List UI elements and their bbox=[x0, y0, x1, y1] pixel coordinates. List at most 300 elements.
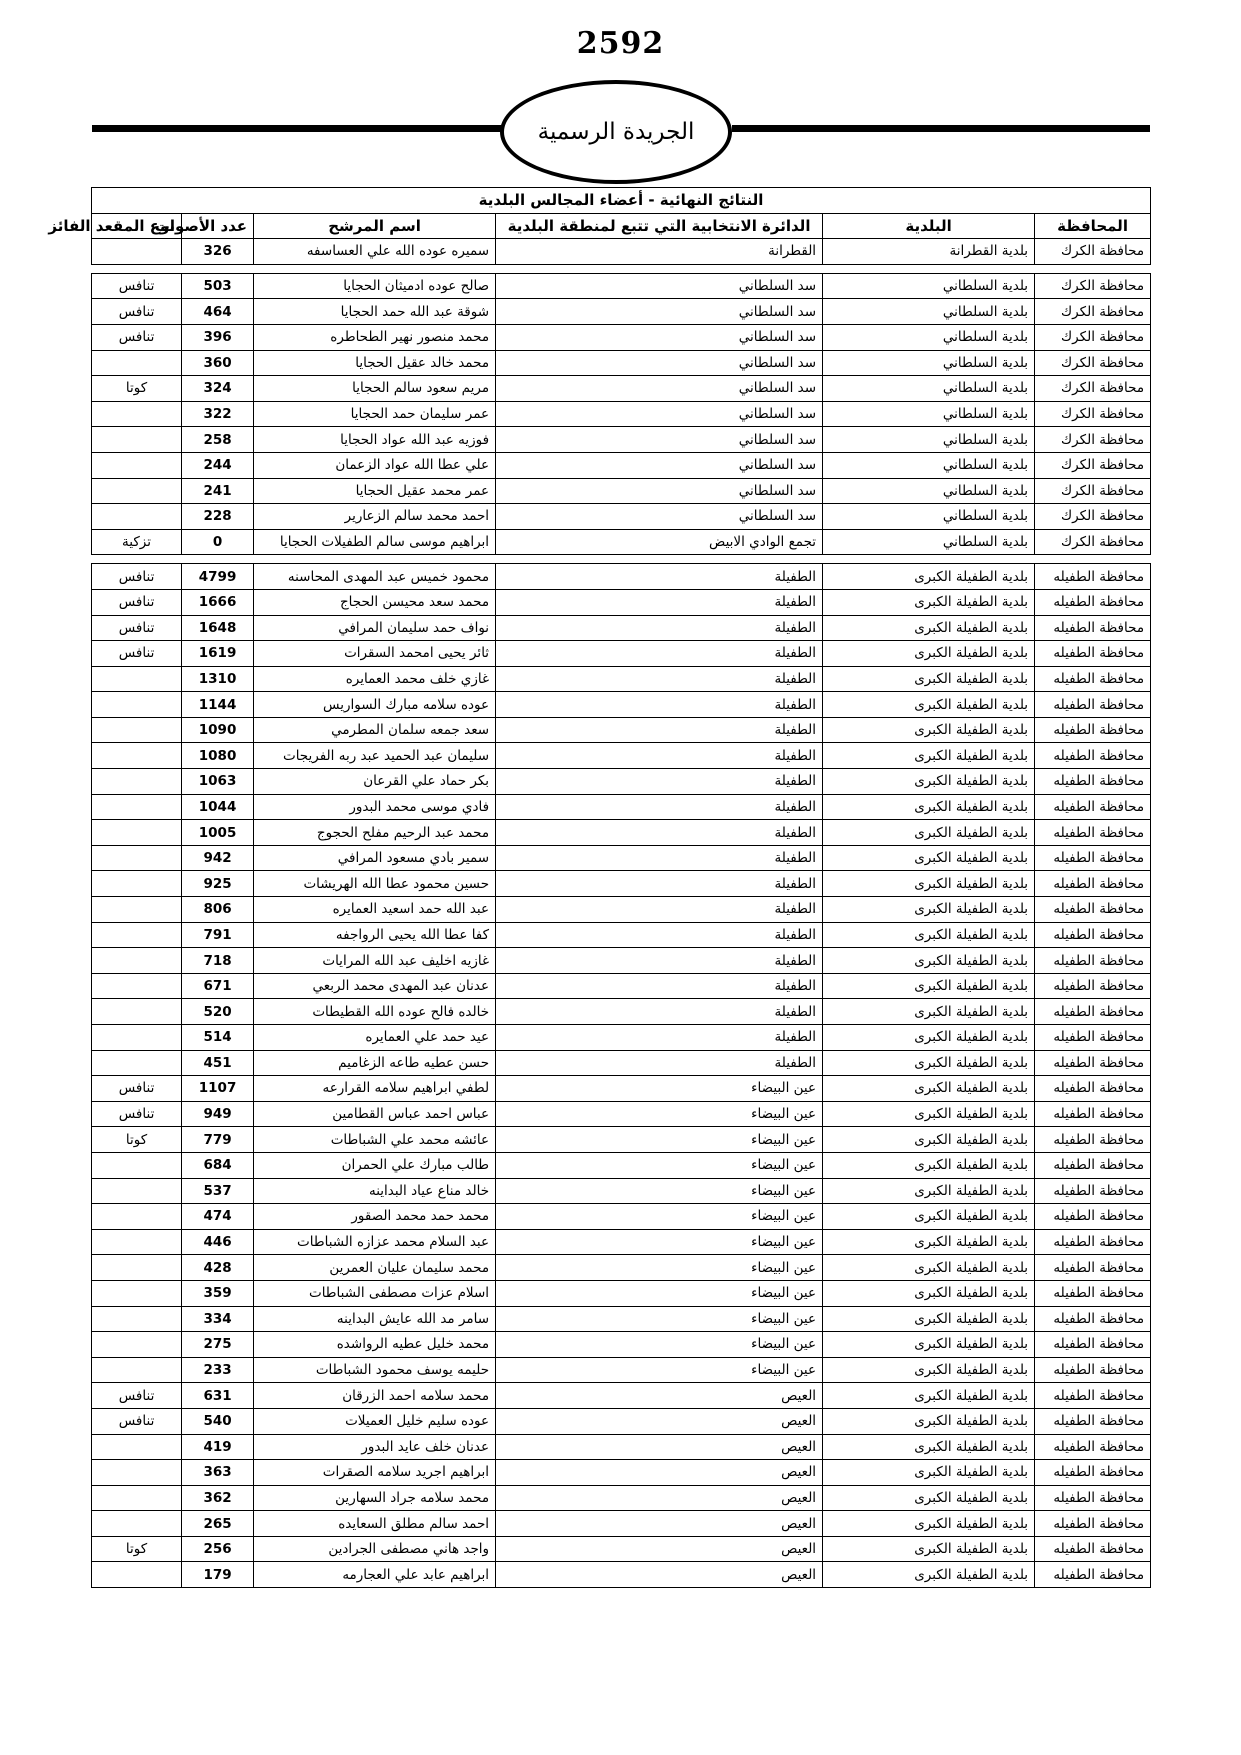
municipality-cell: بلدية الطفيلة الكبرى bbox=[823, 1025, 1035, 1051]
district-cell: العيص bbox=[496, 1408, 823, 1434]
table-row bbox=[92, 1357, 1151, 1383]
page-number: 2592 bbox=[576, 26, 665, 61]
candidate-name-cell: علي عطا الله عواد الزعمان bbox=[254, 452, 496, 478]
group-separator bbox=[92, 555, 1151, 564]
table-row bbox=[92, 1178, 1151, 1204]
votes-cell: 949 bbox=[182, 1101, 254, 1127]
votes-cell: 1144 bbox=[182, 692, 254, 718]
governorate-cell: محافظة الطفيله bbox=[1035, 1280, 1151, 1306]
votes-cell: 4799 bbox=[182, 564, 254, 590]
table-row bbox=[92, 897, 1151, 923]
seat-type-cell bbox=[92, 1511, 182, 1537]
table-row bbox=[92, 273, 1151, 299]
candidate-name-cell: عمر محمد عقيل الحجايا bbox=[254, 478, 496, 504]
governorate-cell: محافظة الطفيله bbox=[1035, 1434, 1151, 1460]
header-municipality: البلدية bbox=[823, 213, 1035, 239]
governorate-cell: محافظة الطفيله bbox=[1035, 1204, 1151, 1230]
candidate-name-cell: محمد سلامه جراد السهارين bbox=[254, 1485, 496, 1511]
seat-type-cell: تنافس bbox=[92, 273, 182, 299]
municipality-cell: بلدية السلطاني bbox=[823, 299, 1035, 325]
district-cell: سد السلطاني bbox=[496, 401, 823, 427]
municipality-cell: بلدية الطفيلة الكبرى bbox=[823, 820, 1035, 846]
votes-cell: 942 bbox=[182, 845, 254, 871]
candidate-name-cell: حسين محمود عطا الله الهريشات bbox=[254, 871, 496, 897]
table-row bbox=[92, 1536, 1151, 1562]
table-row bbox=[92, 1127, 1151, 1153]
table-row bbox=[92, 1101, 1151, 1127]
table-row bbox=[92, 1204, 1151, 1230]
seat-type-cell bbox=[92, 239, 182, 265]
votes-cell: 334 bbox=[182, 1306, 254, 1332]
district-cell: تجمع الوادي الابيض bbox=[496, 529, 823, 555]
governorate-cell: محافظة الطفيله bbox=[1035, 820, 1151, 846]
municipality-cell: بلدية الطفيلة الكبرى bbox=[823, 692, 1035, 718]
governorate-cell: محافظة الطفيله bbox=[1035, 564, 1151, 590]
district-cell: العيص bbox=[496, 1562, 823, 1588]
table-row bbox=[92, 350, 1151, 376]
candidate-name-cell: محمد حمد محمد الصقور bbox=[254, 1204, 496, 1230]
candidate-name-cell: طالب مبارك علي الحمران bbox=[254, 1152, 496, 1178]
votes-cell: 275 bbox=[182, 1332, 254, 1358]
candidate-name-cell: عبد الله حمد اسعيد العمايره bbox=[254, 897, 496, 923]
seat-type-cell: كوتا bbox=[92, 1127, 182, 1153]
governorate-cell: محافظة الطفيله bbox=[1035, 1562, 1151, 1588]
candidate-name-cell: خالد مناع عياد البداينه bbox=[254, 1178, 496, 1204]
candidate-name-cell: احمد سالم مطلق السعايده bbox=[254, 1511, 496, 1537]
candidate-name-cell: شوقة عبد الله حمد الحجايا bbox=[254, 299, 496, 325]
votes-cell: 256 bbox=[182, 1536, 254, 1562]
district-cell: الطفيلة bbox=[496, 666, 823, 692]
municipality-cell: بلدية الطفيلة الكبرى bbox=[823, 666, 1035, 692]
votes-cell: 0 bbox=[182, 529, 254, 555]
table-row bbox=[92, 1511, 1151, 1537]
table-row bbox=[92, 743, 1151, 769]
municipality-cell: بلدية السلطاني bbox=[823, 504, 1035, 530]
table-row bbox=[92, 1229, 1151, 1255]
municipality-cell: بلدية القطرانة bbox=[823, 239, 1035, 265]
table-row bbox=[92, 1434, 1151, 1460]
municipality-cell: بلدية الطفيلة الكبرى bbox=[823, 769, 1035, 795]
governorate-cell: محافظة الطفيله bbox=[1035, 1178, 1151, 1204]
seat-type-cell bbox=[92, 1485, 182, 1511]
seat-type-cell bbox=[92, 478, 182, 504]
candidate-name-cell: فادي موسى محمد البدور bbox=[254, 794, 496, 820]
municipality-cell: بلدية الطفيلة الكبرى bbox=[823, 1357, 1035, 1383]
candidate-name-cell: صالح عوده ادميثان الحجايا bbox=[254, 273, 496, 299]
municipality-cell: بلدية الطفيلة الكبرى bbox=[823, 1383, 1035, 1409]
votes-cell: 363 bbox=[182, 1460, 254, 1486]
seat-type-cell: تنافس bbox=[92, 564, 182, 590]
table-row bbox=[92, 324, 1151, 350]
table-row bbox=[92, 1408, 1151, 1434]
table-row bbox=[92, 1025, 1151, 1051]
district-cell: سد السلطاني bbox=[496, 376, 823, 402]
district-cell: سد السلطاني bbox=[496, 427, 823, 453]
district-cell: سد السلطاني bbox=[496, 350, 823, 376]
district-cell: العيص bbox=[496, 1383, 823, 1409]
candidate-name-cell: ابراهيم اجريد سلامه الصقرات bbox=[254, 1460, 496, 1486]
table-row bbox=[92, 794, 1151, 820]
table-row bbox=[92, 1485, 1151, 1511]
votes-cell: 233 bbox=[182, 1357, 254, 1383]
table-row bbox=[92, 1383, 1151, 1409]
municipality-cell: بلدية الطفيلة الكبرى bbox=[823, 1434, 1035, 1460]
municipality-cell: بلدية الطفيلة الكبرى bbox=[823, 1280, 1035, 1306]
votes-cell: 464 bbox=[182, 299, 254, 325]
votes-cell: 503 bbox=[182, 273, 254, 299]
district-cell: الطفيلة bbox=[496, 973, 823, 999]
header-district: الدائرة الانتخابية التي تتبع لمنطقة البلدية bbox=[496, 213, 823, 239]
district-cell: الطفيلة bbox=[496, 897, 823, 923]
governorate-cell: محافظة الكرك bbox=[1035, 239, 1151, 265]
candidate-name-cell: محمود خميس عبد المهدى المحاسنه bbox=[254, 564, 496, 590]
governorate-cell: محافظة الطفيله bbox=[1035, 1050, 1151, 1076]
votes-cell: 520 bbox=[182, 999, 254, 1025]
governorate-cell: محافظة الكرك bbox=[1035, 478, 1151, 504]
candidate-name-cell: عدنان خلف عايد البدور bbox=[254, 1434, 496, 1460]
seat-type-cell bbox=[92, 794, 182, 820]
table-row bbox=[92, 948, 1151, 974]
municipality-cell: بلدية الطفيلة الكبرى bbox=[823, 1408, 1035, 1434]
municipality-cell: بلدية الطفيلة الكبرى bbox=[823, 948, 1035, 974]
seat-type-cell bbox=[92, 1255, 182, 1281]
seat-type-cell bbox=[92, 692, 182, 718]
header-rule-left bbox=[92, 125, 502, 132]
candidate-name-cell: مريم سعود سالم الحجايا bbox=[254, 376, 496, 402]
seat-type-cell bbox=[92, 871, 182, 897]
governorate-cell: محافظة الطفيله bbox=[1035, 973, 1151, 999]
governorate-cell: محافظة الكرك bbox=[1035, 324, 1151, 350]
seat-type-cell bbox=[92, 948, 182, 974]
municipality-cell: بلدية الطفيلة الكبرى bbox=[823, 794, 1035, 820]
district-cell: عين البيضاء bbox=[496, 1178, 823, 1204]
governorate-cell: محافظة الطفيله bbox=[1035, 1152, 1151, 1178]
candidate-name-cell: عباس احمد عباس القطامين bbox=[254, 1101, 496, 1127]
candidate-name-cell: محمد سعد محيسن الحجاج bbox=[254, 589, 496, 615]
governorate-cell: محافظة الطفيله bbox=[1035, 1460, 1151, 1486]
municipality-cell: بلدية الطفيلة الكبرى bbox=[823, 1306, 1035, 1332]
district-cell: الطفيلة bbox=[496, 589, 823, 615]
candidate-name-cell: ثائر يحيى امحمد السقرات bbox=[254, 641, 496, 667]
district-cell: سد السلطاني bbox=[496, 273, 823, 299]
governorate-cell: محافظة الكرك bbox=[1035, 427, 1151, 453]
table-row bbox=[92, 1332, 1151, 1358]
governorate-cell: محافظة الكرك bbox=[1035, 376, 1151, 402]
governorate-cell: محافظة الطفيله bbox=[1035, 743, 1151, 769]
table-row bbox=[92, 239, 1151, 265]
seat-type-cell bbox=[92, 769, 182, 795]
table-row bbox=[92, 999, 1151, 1025]
seat-type-cell: تنافس bbox=[92, 1383, 182, 1409]
seat-type-cell bbox=[92, 1357, 182, 1383]
municipality-cell: بلدية السلطاني bbox=[823, 452, 1035, 478]
governorate-cell: محافظة الطفيله bbox=[1035, 922, 1151, 948]
group-separator-cell bbox=[92, 264, 1151, 273]
seat-type-cell bbox=[92, 1562, 182, 1588]
governorate-cell: محافظة الطفيله bbox=[1035, 692, 1151, 718]
votes-cell: 265 bbox=[182, 1511, 254, 1537]
district-cell: عين البيضاء bbox=[496, 1306, 823, 1332]
municipality-cell: بلدية الطفيلة الكبرى bbox=[823, 717, 1035, 743]
votes-cell: 1310 bbox=[182, 666, 254, 692]
seat-type-cell bbox=[92, 1229, 182, 1255]
table-row bbox=[92, 478, 1151, 504]
candidate-name-cell: محمد سلامه احمد الزرقان bbox=[254, 1383, 496, 1409]
votes-cell: 1080 bbox=[182, 743, 254, 769]
table-row bbox=[92, 564, 1151, 590]
municipality-cell: بلدية الطفيلة الكبرى bbox=[823, 897, 1035, 923]
district-cell: عين البيضاء bbox=[496, 1357, 823, 1383]
votes-cell: 326 bbox=[182, 239, 254, 265]
governorate-cell: محافظة الطفيله bbox=[1035, 1408, 1151, 1434]
seat-type-cell bbox=[92, 452, 182, 478]
candidate-name-cell: سامر مد الله عايش البداينه bbox=[254, 1306, 496, 1332]
district-cell: العيص bbox=[496, 1511, 823, 1537]
municipality-cell: بلدية الطفيلة الكبرى bbox=[823, 1050, 1035, 1076]
seat-type-cell: تنافس bbox=[92, 1076, 182, 1102]
district-cell: الطفيلة bbox=[496, 1025, 823, 1051]
district-cell: الطفيلة bbox=[496, 871, 823, 897]
municipality-cell: بلدية الطفيلة الكبرى bbox=[823, 1101, 1035, 1127]
municipality-cell: بلدية السلطاني bbox=[823, 478, 1035, 504]
seat-type-cell bbox=[92, 999, 182, 1025]
table-row bbox=[92, 641, 1151, 667]
table-row bbox=[92, 871, 1151, 897]
candidate-name-cell: محمد سليمان عليان العمرين bbox=[254, 1255, 496, 1281]
votes-cell: 179 bbox=[182, 1562, 254, 1588]
candidate-name-cell: سعد جمعه سلمان المطرمي bbox=[254, 717, 496, 743]
votes-cell: 1666 bbox=[182, 589, 254, 615]
municipality-cell: بلدية الطفيلة الكبرى bbox=[823, 973, 1035, 999]
governorate-cell: محافظة الكرك bbox=[1035, 529, 1151, 555]
votes-cell: 359 bbox=[182, 1280, 254, 1306]
table-row bbox=[92, 1076, 1151, 1102]
votes-cell: 1044 bbox=[182, 794, 254, 820]
candidate-name-cell: عيد حمد علي العمايره bbox=[254, 1025, 496, 1051]
table-row bbox=[92, 1460, 1151, 1486]
table-row bbox=[92, 452, 1151, 478]
seat-type-cell bbox=[92, 922, 182, 948]
seat-type-cell bbox=[92, 1280, 182, 1306]
district-cell: سد السلطاني bbox=[496, 452, 823, 478]
seat-type-cell bbox=[92, 1025, 182, 1051]
municipality-cell: بلدية الطفيلة الكبرى bbox=[823, 1485, 1035, 1511]
candidate-name-cell: احمد محمد سالم الزعارير bbox=[254, 504, 496, 530]
candidate-name-cell: بكر حماد علي القرعان bbox=[254, 769, 496, 795]
votes-cell: 671 bbox=[182, 973, 254, 999]
candidate-name-cell: عدنان عبد المهدى محمد الربعي bbox=[254, 973, 496, 999]
governorate-cell: محافظة الطفيله bbox=[1035, 641, 1151, 667]
municipality-cell: بلدية الطفيلة الكبرى bbox=[823, 589, 1035, 615]
district-cell: عين البيضاء bbox=[496, 1152, 823, 1178]
table-row bbox=[92, 922, 1151, 948]
candidate-name-cell: عوده سلامه مبارك السواريس bbox=[254, 692, 496, 718]
district-cell: الطفيلة bbox=[496, 641, 823, 667]
candidate-name-cell: عائشه محمد علي الشباطات bbox=[254, 1127, 496, 1153]
municipality-cell: بلدية السلطاني bbox=[823, 529, 1035, 555]
header-rule-right bbox=[732, 125, 1150, 132]
votes-cell: 446 bbox=[182, 1229, 254, 1255]
votes-cell: 1005 bbox=[182, 820, 254, 846]
governorate-cell: محافظة الكرك bbox=[1035, 273, 1151, 299]
municipality-cell: بلدية السلطاني bbox=[823, 401, 1035, 427]
header-candidate: اسم المرشح bbox=[254, 213, 496, 239]
seat-type-cell bbox=[92, 1332, 182, 1358]
table-row bbox=[92, 717, 1151, 743]
seat-type-cell bbox=[92, 666, 182, 692]
group-separator-cell bbox=[92, 555, 1151, 564]
seat-type-cell bbox=[92, 504, 182, 530]
district-cell: القطرانة bbox=[496, 239, 823, 265]
votes-cell: 258 bbox=[182, 427, 254, 453]
seat-type-cell: تنافس bbox=[92, 324, 182, 350]
candidate-name-cell: سميره عوده الله علي العساسفه bbox=[254, 239, 496, 265]
votes-cell: 396 bbox=[182, 324, 254, 350]
governorate-cell: محافظة الطفيله bbox=[1035, 1332, 1151, 1358]
votes-cell: 474 bbox=[182, 1204, 254, 1230]
seat-type-cell bbox=[92, 897, 182, 923]
table-row bbox=[92, 299, 1151, 325]
municipality-cell: بلدية الطفيلة الكبرى bbox=[823, 1229, 1035, 1255]
district-cell: عين البيضاء bbox=[496, 1229, 823, 1255]
table-row bbox=[92, 589, 1151, 615]
district-cell: عين البيضاء bbox=[496, 1076, 823, 1102]
table-row bbox=[92, 1152, 1151, 1178]
candidate-name-cell: غازي خلف محمد العمايره bbox=[254, 666, 496, 692]
candidate-name-cell: حسن عطيه طاعه الزغاميم bbox=[254, 1050, 496, 1076]
governorate-cell: محافظة الطفيله bbox=[1035, 1101, 1151, 1127]
governorate-cell: محافظة الطفيله bbox=[1035, 897, 1151, 923]
candidate-name-cell: محمد منصور نهير الطحاطره bbox=[254, 324, 496, 350]
results-table bbox=[48, 187, 1151, 1588]
votes-cell: 925 bbox=[182, 871, 254, 897]
seat-type-cell: تنافس bbox=[92, 1101, 182, 1127]
candidate-name-cell: محمد خليل عطيه الرواشده bbox=[254, 1332, 496, 1358]
governorate-cell: محافظة الطفيله bbox=[1035, 999, 1151, 1025]
candidate-name-cell: واجد هاني مصطفى الجرادين bbox=[254, 1536, 496, 1562]
municipality-cell: بلدية الطفيلة الكبرى bbox=[823, 1536, 1035, 1562]
municipality-cell: بلدية الطفيلة الكبرى bbox=[823, 641, 1035, 667]
seat-type-cell bbox=[92, 845, 182, 871]
district-cell: الطفيلة bbox=[496, 717, 823, 743]
candidate-name-cell: حليمه يوسف محمود الشباطات bbox=[254, 1357, 496, 1383]
governorate-cell: محافظة الطفيله bbox=[1035, 666, 1151, 692]
table-row bbox=[92, 1280, 1151, 1306]
municipality-cell: بلدية الطفيلة الكبرى bbox=[823, 871, 1035, 897]
votes-cell: 360 bbox=[182, 350, 254, 376]
district-cell: العيص bbox=[496, 1434, 823, 1460]
table-row bbox=[92, 769, 1151, 795]
votes-cell: 244 bbox=[182, 452, 254, 478]
votes-cell: 718 bbox=[182, 948, 254, 974]
seat-type-cell: تنافس bbox=[92, 641, 182, 667]
header-seat-type: نوع المقعد الفائز bbox=[92, 213, 182, 239]
seat-type-cell: تزكية bbox=[92, 529, 182, 555]
governorate-cell: محافظة الطفيله bbox=[1035, 871, 1151, 897]
votes-cell: 322 bbox=[182, 401, 254, 427]
district-cell: الطفيلة bbox=[496, 769, 823, 795]
table-row bbox=[92, 427, 1151, 453]
governorate-cell: محافظة الطفيله bbox=[1035, 1255, 1151, 1281]
votes-cell: 428 bbox=[182, 1255, 254, 1281]
governorate-cell: محافظة الطفيله bbox=[1035, 1383, 1151, 1409]
votes-cell: 419 bbox=[182, 1434, 254, 1460]
seat-type-cell: تنافس bbox=[92, 1408, 182, 1434]
votes-cell: 514 bbox=[182, 1025, 254, 1051]
municipality-cell: بلدية الطفيلة الكبرى bbox=[823, 1178, 1035, 1204]
district-cell: العيص bbox=[496, 1485, 823, 1511]
votes-cell: 228 bbox=[182, 504, 254, 530]
table-row bbox=[92, 692, 1151, 718]
seat-type-cell bbox=[92, 1178, 182, 1204]
seat-type-cell bbox=[92, 820, 182, 846]
candidate-name-cell: لطفي ابراهيم سلامه القرارعه bbox=[254, 1076, 496, 1102]
candidate-name-cell: نواف حمد سليمان المرافي bbox=[254, 615, 496, 641]
governorate-cell: محافظة الطفيله bbox=[1035, 1511, 1151, 1537]
district-cell: سد السلطاني bbox=[496, 478, 823, 504]
district-cell: الطفيلة bbox=[496, 820, 823, 846]
votes-cell: 684 bbox=[182, 1152, 254, 1178]
district-cell: الطفيلة bbox=[496, 794, 823, 820]
municipality-cell: بلدية السلطاني bbox=[823, 324, 1035, 350]
municipality-cell: بلدية الطفيلة الكبرى bbox=[823, 1511, 1035, 1537]
governorate-cell: محافظة الطفيله bbox=[1035, 615, 1151, 641]
table-title: النتائج النهائية - أعضاء المجالس البلدية bbox=[92, 188, 1151, 214]
governorate-cell: محافظة الطفيله bbox=[1035, 1127, 1151, 1153]
district-cell: الطفيلة bbox=[496, 743, 823, 769]
candidate-name-cell: عوده سليم خليل العميلات bbox=[254, 1408, 496, 1434]
district-cell: عين البيضاء bbox=[496, 1127, 823, 1153]
district-cell: سد السلطاني bbox=[496, 324, 823, 350]
table-row bbox=[92, 401, 1151, 427]
candidate-name-cell: عمر سليمان حمد الحجايا bbox=[254, 401, 496, 427]
seat-type-cell: تنافس bbox=[92, 589, 182, 615]
governorate-cell: محافظة الطفيله bbox=[1035, 589, 1151, 615]
district-cell: عين البيضاء bbox=[496, 1280, 823, 1306]
results-body bbox=[92, 239, 1151, 1588]
table-row bbox=[92, 845, 1151, 871]
municipality-cell: بلدية الطفيلة الكبرى bbox=[823, 615, 1035, 641]
votes-cell: 324 bbox=[182, 376, 254, 402]
seat-type-cell: تنافس bbox=[92, 299, 182, 325]
municipality-cell: بلدية السلطاني bbox=[823, 376, 1035, 402]
governorate-cell: محافظة الطفيله bbox=[1035, 769, 1151, 795]
governorate-cell: محافظة الطفيله bbox=[1035, 1229, 1151, 1255]
seat-type-cell: كوتا bbox=[92, 1536, 182, 1562]
candidate-name-cell: محمد خالد عقيل الحجايا bbox=[254, 350, 496, 376]
seat-type-cell bbox=[92, 401, 182, 427]
governorate-cell: محافظة الطفيله bbox=[1035, 717, 1151, 743]
municipality-cell: بلدية الطفيلة الكبرى bbox=[823, 1255, 1035, 1281]
seat-type-cell bbox=[92, 717, 182, 743]
candidate-name-cell: خالده فالح عوده الله القطيطات bbox=[254, 999, 496, 1025]
municipality-cell: بلدية الطفيلة الكبرى bbox=[823, 999, 1035, 1025]
candidate-name-cell: اسلام عزات مصطفى الشباطات bbox=[254, 1280, 496, 1306]
municipality-cell: بلدية الطفيلة الكبرى bbox=[823, 845, 1035, 871]
municipality-cell: بلدية الطفيلة الكبرى bbox=[823, 1152, 1035, 1178]
candidate-name-cell: كفا عطا الله يحيى الرواجفه bbox=[254, 922, 496, 948]
seat-type-cell: تنافس bbox=[92, 615, 182, 641]
votes-cell: 791 bbox=[182, 922, 254, 948]
district-cell: عين البيضاء bbox=[496, 1101, 823, 1127]
governorate-cell: محافظة الطفيله bbox=[1035, 1076, 1151, 1102]
district-cell: سد السلطاني bbox=[496, 504, 823, 530]
table-row bbox=[92, 615, 1151, 641]
district-cell: العيص bbox=[496, 1536, 823, 1562]
votes-cell: 1619 bbox=[182, 641, 254, 667]
municipality-cell: بلدية الطفيلة الكبرى bbox=[823, 1332, 1035, 1358]
seat-type-cell: كوتا bbox=[92, 376, 182, 402]
